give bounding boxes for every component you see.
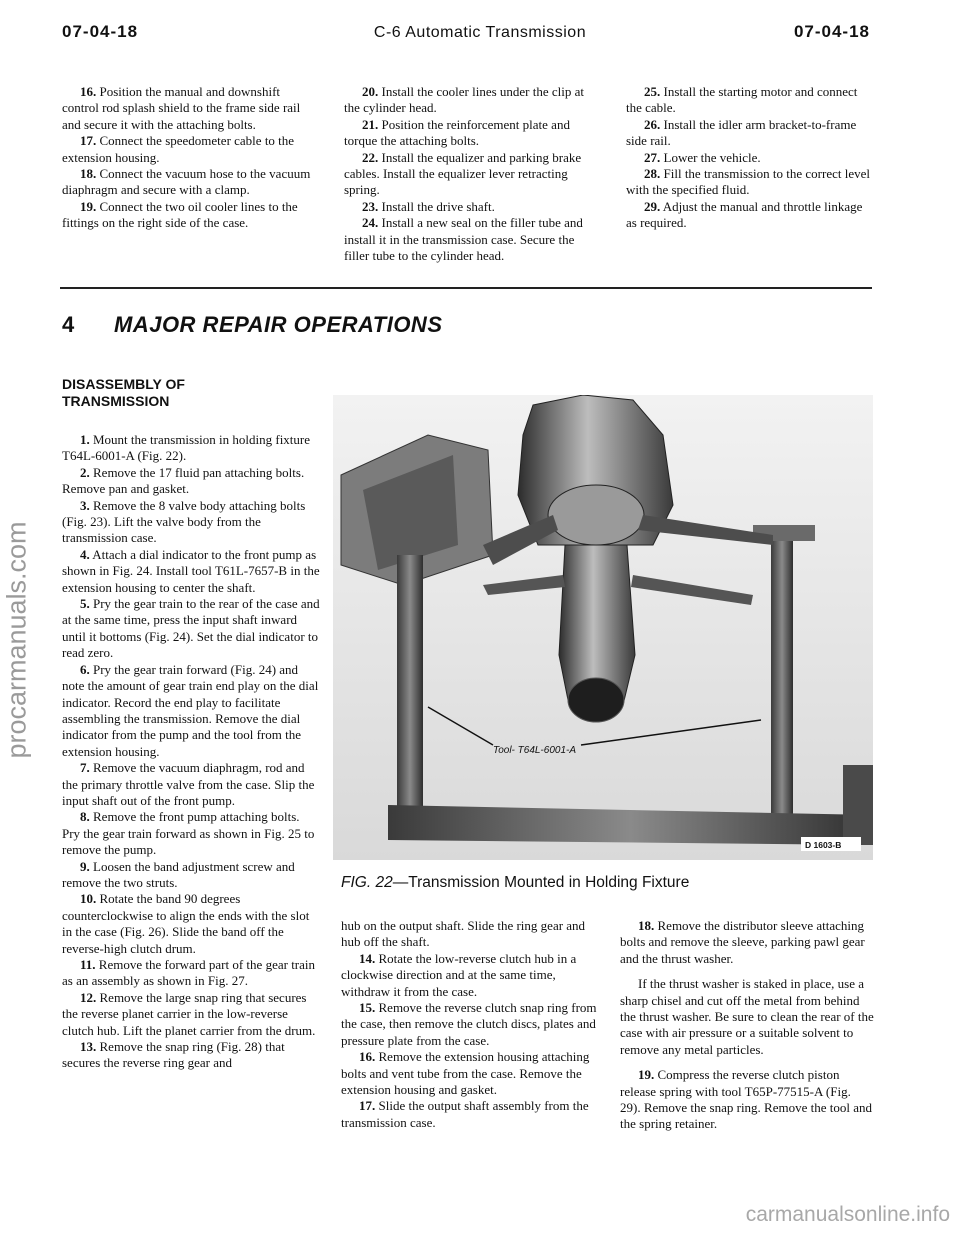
step-paragraph bbox=[62, 498, 320, 547]
step-text: Position the reinforcement plate and torque the attaching bolts. bbox=[344, 116, 570, 149]
step-text: Position the manual and downshift control rod splash shield to the frame side rail and secure it with the attaching bolts. bbox=[62, 84, 301, 132]
step-text: Rotate the low-reverse clutch hub in a clockwise direction and at the same time, withdraw it from the case. bbox=[341, 950, 577, 999]
step-paragraph bbox=[626, 199, 876, 232]
step-text: Loosen the band adjustment screw and remove the two struts. bbox=[62, 858, 295, 890]
step-paragraph bbox=[620, 918, 874, 967]
step-number: 4. bbox=[80, 546, 90, 562]
step-number: 22. bbox=[362, 149, 379, 165]
fixture-right-post bbox=[771, 535, 793, 825]
step-text: Connect the vacuum hose to the vacuum diaphragm and secure with a clamp. bbox=[62, 166, 311, 198]
step-text: Remove the reverse clutch snap ring from the case, then remove the clutch discs, plates and pressure plate from the case. bbox=[341, 1000, 597, 1048]
step-text: If the thrust washer is staked in place, use a sharp chisel and cut off the metal from behind the thrust washer. Be sure to clean the rear of the case with air pressure or a suitable solvent to remove any metal particles. bbox=[620, 976, 874, 1057]
step-number: 15. bbox=[359, 1000, 376, 1016]
step-paragraph bbox=[62, 859, 320, 892]
step-text: Slide the output shaft assembly from the transmission case. bbox=[341, 1098, 589, 1130]
step-paragraph bbox=[62, 199, 320, 232]
step-text: Remove the snap ring (Fig. 28) that secures the reverse ring gear and bbox=[62, 1039, 285, 1071]
side-watermark bbox=[2, 360, 32, 920]
step-text: Pry the gear train to the rear of the case and at the same time, press the input shaft inward until it bottoms (Fig. 24). Set the dial indicator to read zero. bbox=[62, 596, 320, 661]
step-paragraph bbox=[620, 1067, 874, 1133]
step-number: 19. bbox=[80, 198, 97, 214]
step-number: 6. bbox=[80, 661, 90, 677]
step-number: 11. bbox=[80, 957, 96, 972]
step-number: 8. bbox=[80, 809, 90, 825]
step-paragraph bbox=[62, 1039, 320, 1072]
step-number: 16. bbox=[359, 1049, 376, 1065]
step-paragraph bbox=[626, 166, 876, 199]
step-number: 21. bbox=[362, 116, 379, 132]
step-paragraph bbox=[62, 809, 320, 858]
step-text: Install a new seal on the filler tube and install it in the transmission case. Secure the filler tube to the cylinder head. bbox=[344, 215, 583, 264]
step-paragraph bbox=[62, 596, 320, 662]
step-paragraph bbox=[341, 918, 599, 951]
step-text: Fill the transmission to the correct level with the specified fluid. bbox=[626, 166, 871, 198]
step-paragraph bbox=[62, 891, 320, 957]
step-paragraph bbox=[344, 215, 602, 264]
transmission-fixture-illustration bbox=[333, 395, 873, 860]
step-paragraph bbox=[62, 84, 320, 133]
footer-watermark: carmanualsonline.info bbox=[745, 1203, 950, 1226]
subsection-heading bbox=[62, 376, 262, 410]
step-number: 5. bbox=[80, 596, 90, 612]
step-paragraph bbox=[62, 166, 320, 199]
tool-callout-label: Tool- T64L-6001-A bbox=[493, 745, 577, 756]
step-number: 19. bbox=[638, 1067, 655, 1083]
step-number: 25. bbox=[644, 84, 661, 99]
step-paragraph bbox=[344, 84, 602, 117]
step-number: 3. bbox=[80, 497, 90, 513]
step-number: 10. bbox=[80, 891, 97, 907]
disassembly-steps-left bbox=[62, 432, 320, 1072]
step-number: 18. bbox=[638, 918, 655, 933]
step-paragraph bbox=[341, 1049, 599, 1098]
step-text: Compress the reverse clutch piston release spring with tool T65P-77515-A (Fig. 29). Remove the snap ring. Remove the tool and the spring retainer. bbox=[620, 1067, 873, 1132]
step-number: 27. bbox=[644, 149, 661, 165]
output-shaft-opening bbox=[568, 678, 624, 722]
step-paragraph bbox=[62, 990, 320, 1039]
step-number: 17. bbox=[80, 133, 97, 149]
step-text: Rotate the band 90 degrees counterclockwise to align the ends with the slot in the case (Fig. 26). Slide the band off the reverse-high clutch drum. bbox=[62, 891, 310, 956]
step-text: Remove the 8 valve body attaching bolts (Fig. 23). Lift the valve body from the transmission case. bbox=[62, 497, 306, 546]
step-text: hub on the output shaft. Slide the ring gear and hub off the shaft. bbox=[341, 918, 586, 950]
top-column-3 bbox=[626, 84, 876, 232]
disassembly-steps-right bbox=[620, 918, 874, 1133]
step-text: Remove the vacuum diaphragm, rod and the primary throttle valve from the case. Slip the input shaft out of the front pump. bbox=[62, 760, 315, 808]
step-number: 20. bbox=[362, 84, 379, 99]
section-divider bbox=[60, 287, 872, 289]
step-paragraph bbox=[62, 465, 320, 498]
step-text: Install the starting motor and connect the cable. bbox=[626, 84, 858, 116]
step-text: Connect the speedometer cable to the extension housing. bbox=[62, 133, 295, 165]
step-number: 16. bbox=[80, 84, 97, 99]
transmission-flange bbox=[548, 485, 644, 545]
figure-22-photo bbox=[333, 395, 873, 860]
subsection-heading-line1: DISASSEMBLY OF bbox=[62, 376, 185, 392]
step-number: 14. bbox=[359, 950, 376, 966]
page-number-right: 07-04-18 bbox=[793, 22, 870, 41]
step-text: Attach a dial indicator to the front pump as shown in Fig. 24. Install tool T61L-7657-B in the extension housing to center the shaft. bbox=[62, 546, 320, 595]
step-text: Pry the gear train forward (Fig. 24) and note the amount of gear train end play on the dial indicator. Record the end play to facilitate assembling the transmission. Remove the dial indicator from the pump and the tool from the extension housing. bbox=[62, 661, 319, 759]
step-paragraph bbox=[626, 84, 876, 117]
step-paragraph bbox=[62, 760, 320, 809]
step-number: 13. bbox=[80, 1039, 97, 1055]
step-number: 18. bbox=[80, 166, 97, 182]
step-number: 29. bbox=[644, 198, 661, 214]
step-number: 9. bbox=[80, 858, 90, 874]
section-heading bbox=[62, 312, 443, 338]
step-text: Adjust the manual and throttle linkage as required. bbox=[626, 198, 863, 231]
step-paragraph bbox=[341, 1000, 599, 1049]
disassembly-steps-middle bbox=[341, 918, 599, 1131]
step-paragraph bbox=[344, 150, 602, 199]
step-paragraph bbox=[626, 150, 876, 166]
step-paragraph bbox=[344, 117, 602, 150]
step-number: 23. bbox=[362, 198, 379, 214]
step-paragraph bbox=[62, 547, 320, 596]
step-paragraph bbox=[626, 117, 876, 150]
step-number: 7. bbox=[80, 760, 90, 776]
top-column-2 bbox=[344, 84, 602, 264]
step-paragraph bbox=[341, 1098, 599, 1131]
step-text: Remove the large snap ring that secures the reverse planet carrier in the low-reverse clutch hub. Lift the planet carrier from the drum. bbox=[62, 989, 316, 1038]
step-number: 26. bbox=[644, 116, 661, 132]
fixture-base-end bbox=[843, 765, 873, 845]
step-text: Remove the front pump attaching bolts. Pry the gear train forward as shown in Fig. 25 to remove the pump. bbox=[62, 809, 315, 858]
step-text: Remove the 17 fluid pan attaching bolts. Remove pan and gasket. bbox=[62, 464, 305, 497]
step-text: Lower the vehicle. bbox=[663, 149, 761, 165]
step-text: Install the drive shaft. bbox=[381, 198, 495, 214]
step-paragraph bbox=[62, 957, 320, 990]
section-number: 4 bbox=[62, 312, 75, 337]
figure-caption-text: —Transmission Mounted in Holding Fixture bbox=[392, 874, 690, 891]
step-paragraph bbox=[62, 662, 320, 760]
figure-caption-number: FIG. 22 bbox=[341, 874, 393, 891]
step-number: 24. bbox=[362, 215, 379, 231]
step-text: Install the cooler lines under the clip at the cylinder head. bbox=[344, 84, 585, 116]
top-column-1 bbox=[62, 84, 320, 232]
step-paragraph bbox=[344, 199, 602, 215]
step-paragraph bbox=[620, 976, 874, 1058]
step-text: Mount the transmission in holding fixture T64L-6001-A (Fig. 22). bbox=[62, 432, 311, 464]
section-title: MAJOR REPAIR OPERATIONS bbox=[114, 312, 443, 337]
step-text: Remove the forward part of the gear train as an assembly as shown in Fig. 27. bbox=[62, 957, 316, 989]
page-title: C-6 Automatic Transmission bbox=[373, 24, 587, 41]
step-number: 12. bbox=[80, 989, 97, 1005]
step-text: Install the idler arm bracket-to-frame side rail. bbox=[626, 116, 857, 149]
figure-caption bbox=[341, 874, 689, 892]
fixture-left-post bbox=[397, 555, 423, 815]
subsection-heading-line2: TRANSMISSION bbox=[62, 393, 170, 409]
step-text: Install the equalizer and parking brake cables. Install the equalizer lever retracting spring. bbox=[344, 149, 582, 198]
step-number: 28. bbox=[644, 166, 661, 182]
step-text: Remove the distributor sleeve attaching bolts and remove the sleeve, parking pawl gear and the thrust washer. bbox=[620, 918, 865, 966]
step-paragraph bbox=[62, 432, 320, 465]
step-text: Connect the two oil cooler lines to the fittings on the right side of the case. bbox=[62, 198, 298, 231]
step-number: 17. bbox=[359, 1098, 376, 1114]
step-paragraph bbox=[341, 951, 599, 1000]
step-paragraph bbox=[62, 133, 320, 166]
figure-code: D 1603-B bbox=[805, 840, 842, 850]
step-number: 2. bbox=[80, 464, 90, 480]
side-watermark-text: procarmanuals.com bbox=[1, 521, 32, 759]
page-number-left: 07-04-18 bbox=[62, 22, 139, 41]
step-number: 1. bbox=[80, 432, 90, 447]
step-text: Remove the extension housing attaching bolts and vent tube from the case. Remove the extension housing and gasket. bbox=[341, 1049, 590, 1098]
